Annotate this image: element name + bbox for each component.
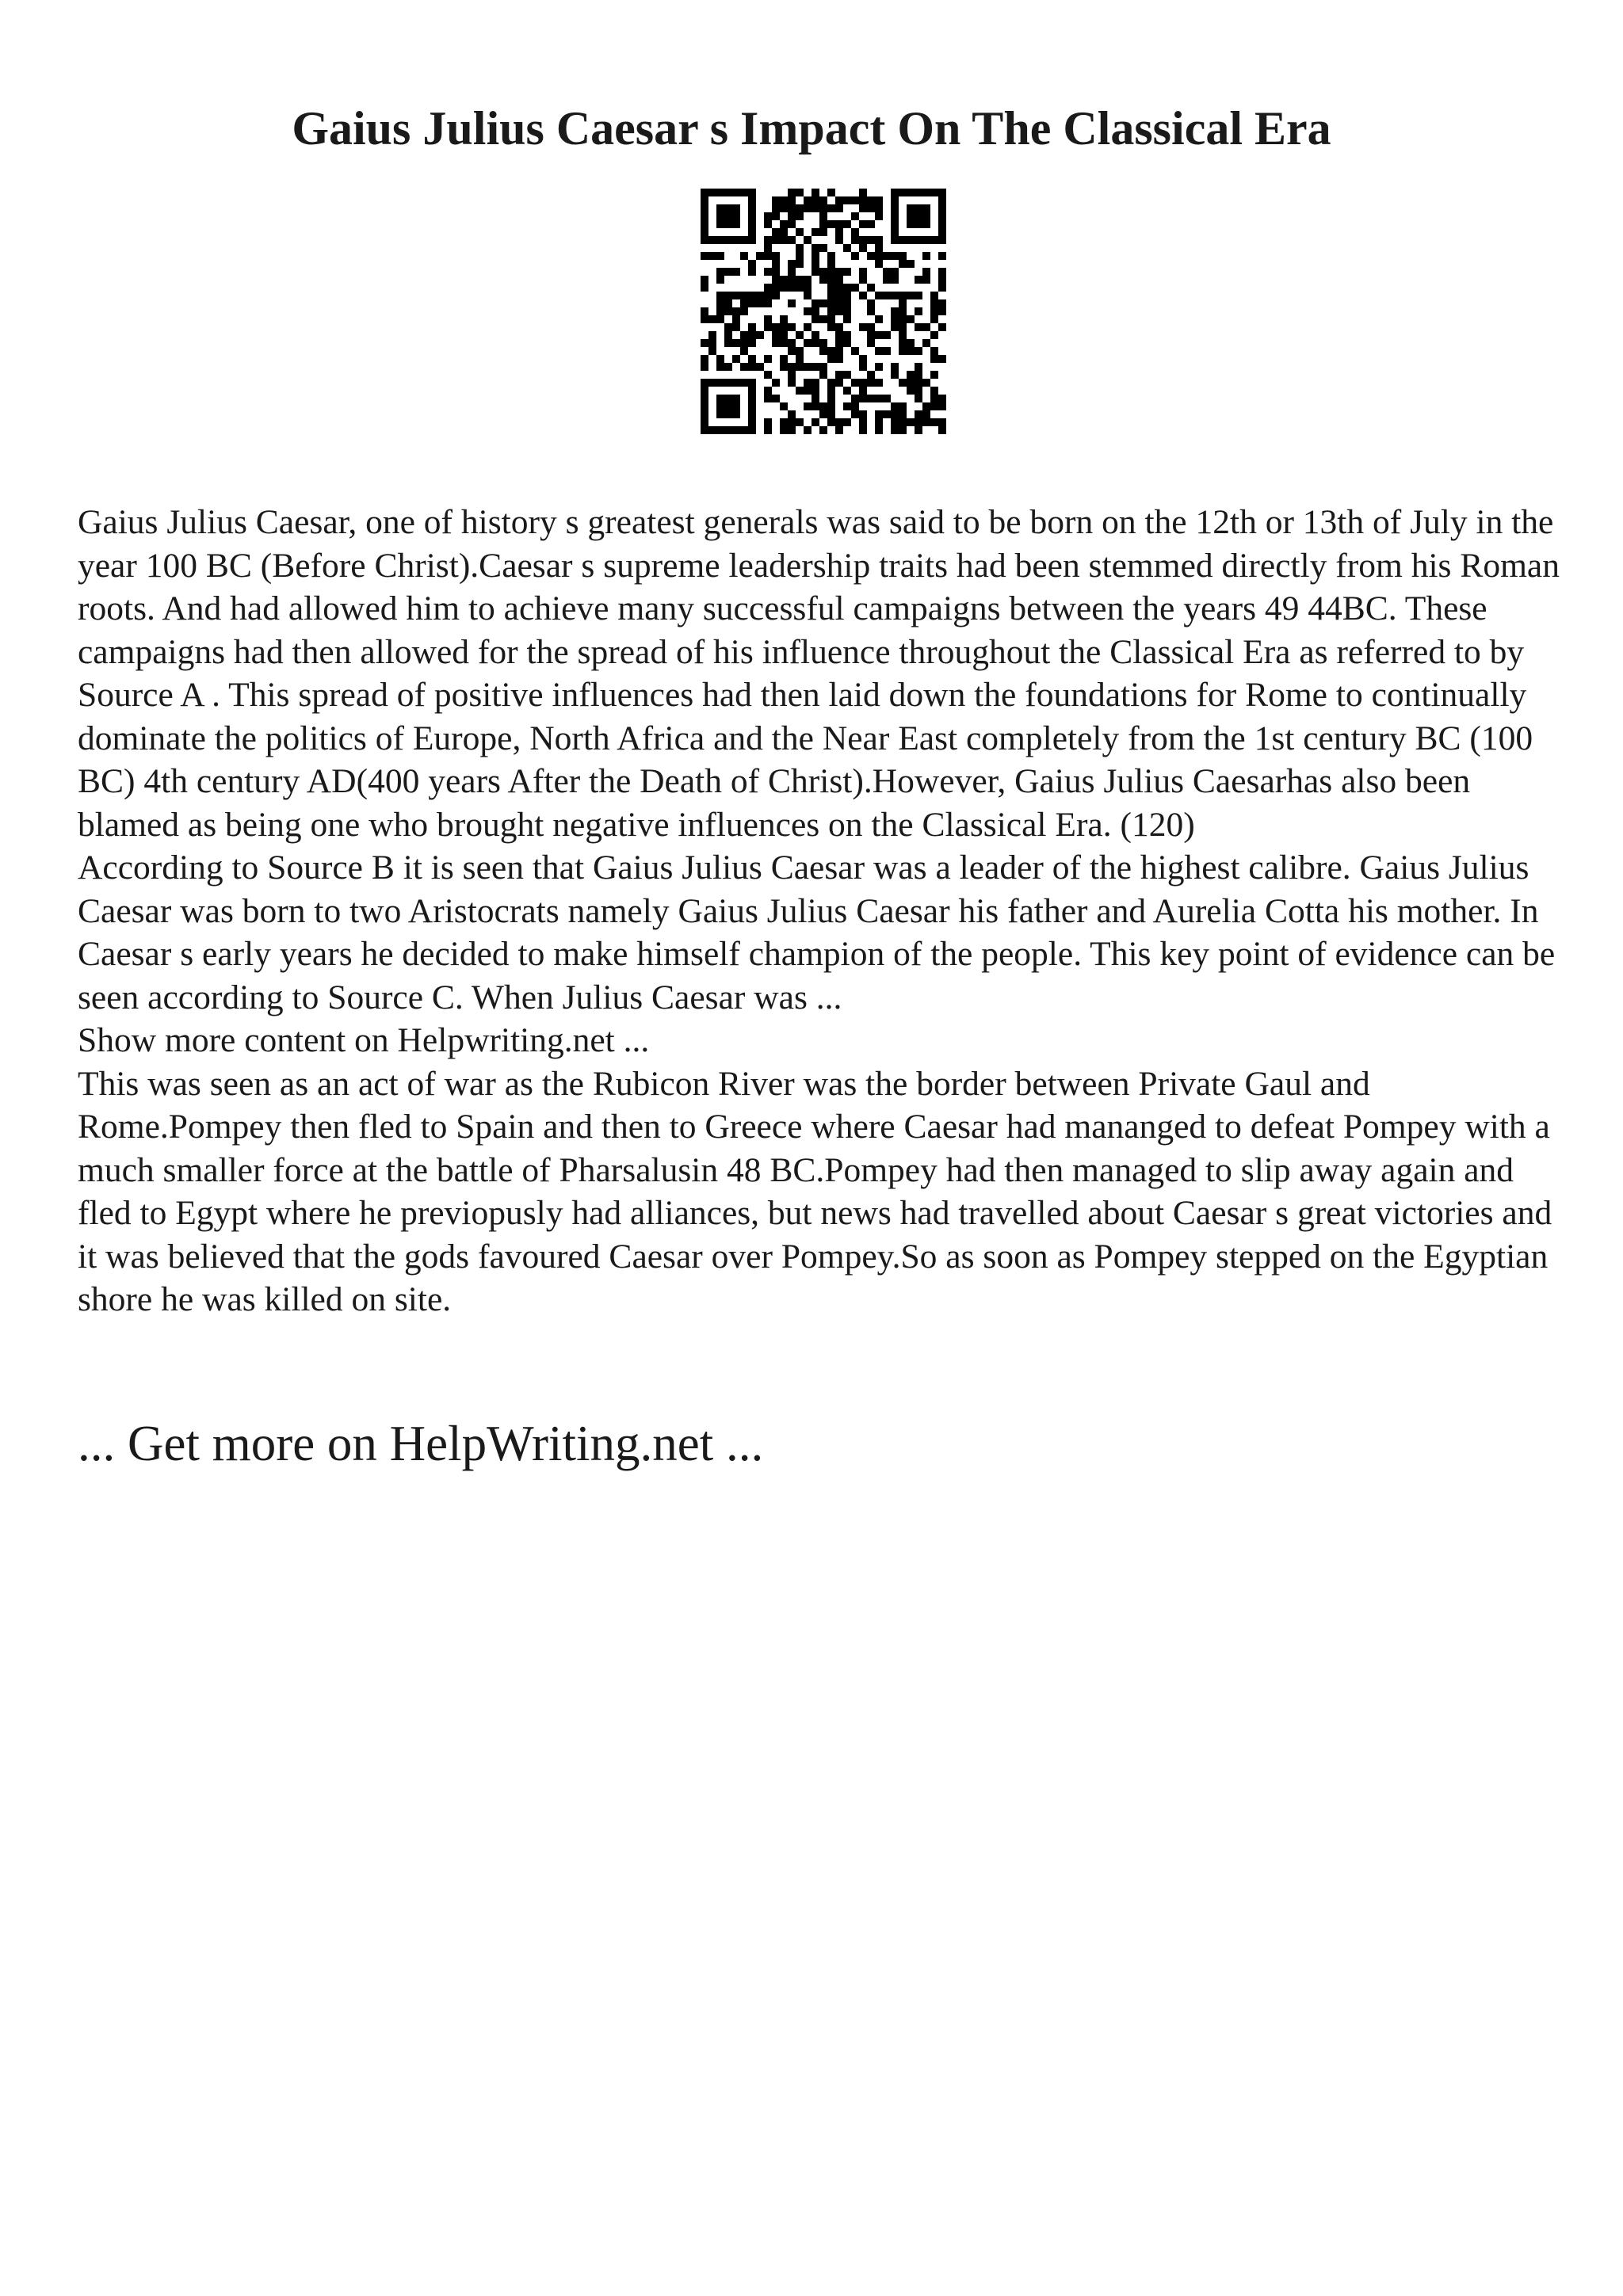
get-more-link[interactable]: ... Get more on HelpWriting.net ... [78, 1416, 764, 1471]
paragraph-rubicon: This was seen as an act of war as the Rubicon River was the border between Private Gaul and Rome.Pompey then fled to Spain and then to Greece where Caesar had mananged to defeat Pompey with a much smaller force at the battle of Pharsalusin 48 BC.Pompey had then managed to slip away again and fled to Egypt where he previopusly had alliances, but news had travelled about Caesar s great victories and it was believed that the gods favoured Caesar over Pompey.So as soon as Pompey stepped on the Egyptian shore he was killed on site. [78, 1064, 1552, 1318]
paragraph-intro: Gaius Julius Caesar, one of history s greatest generals was said to be born on the 12th or 13th of July in the year 100 BC (Before Christ).Caesar s supreme leadership traits had been stemmed directly from his Roman roots. And had allowed him to achieve many successful campaigns between the years 49 44BC. These campaigns had then allowed for the spread of his influence throughout the Classical Era as referred to by Source A . This spread of positive influences had then laid down the foundations for Rome to continually dominate the politics of Europe, North Africa and the Near East completely from the 1st century BC (100 BC) 4th century AD(400 years After the Death of Christ).However, Gaius Julius Caesarhas also been blamed as being one who brought negative influences on the Classical Era. (120) [78, 503, 1560, 844]
article-body [78, 501, 1568, 1322]
show-more-link[interactable]: Show more content on Helpwriting.net ... [78, 1021, 650, 1059]
page-title: Gaius Julius Caesar s Impact On The Classical Era [292, 102, 1331, 154]
paragraph-source-b: According to Source B it is seen that Gaius Julius Caesar was a leader of the highest calibre. Gaius Julius Caesar was born to two Aristocrats namely Gaius Julius Caesar his father and Aurelia Cotta his mother. In Caesar s early years he decided to make himself champion of the people. This key point of evidence can be seen according to Source C. When Julius Caesar was ... [78, 849, 1556, 1016]
qr-code-icon [701, 189, 946, 434]
